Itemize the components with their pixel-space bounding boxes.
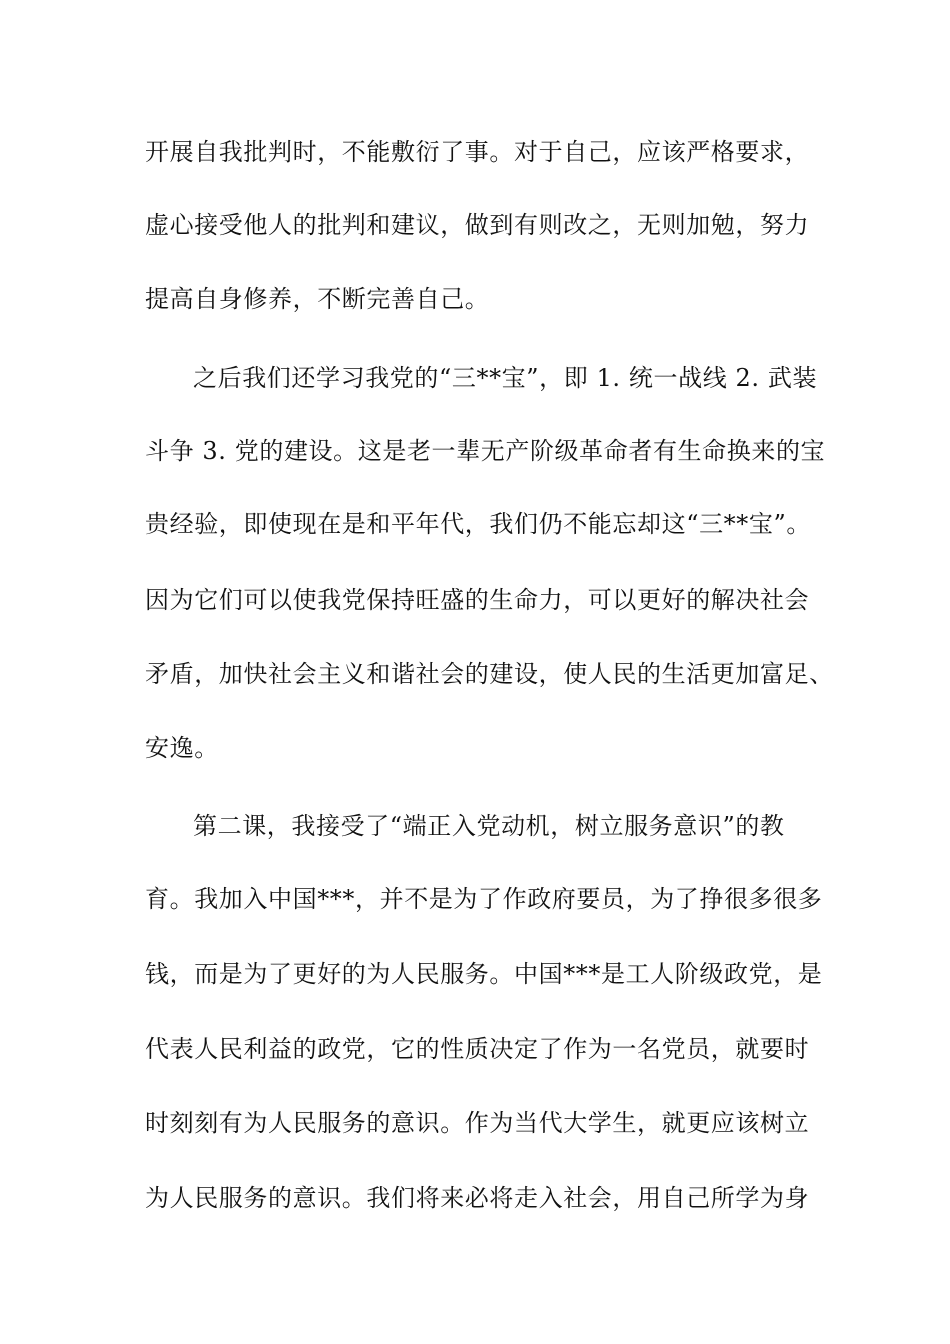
text-line: 时刻刻有为人民服务的意识。作为当代大学生，就更应该树立 [145, 1109, 810, 1137]
text-line: 开展自我批判时，不能敷衍了事。对于自己，应该严格要求， [145, 138, 810, 166]
text-line: 提高自身修养，不断完善自己。 [145, 285, 490, 313]
text-line: 斗争 3. 党的建设。这是老一辈无产阶级革命者有生命换来的宝 [145, 437, 826, 465]
text-line: 虚心接受他人的批判和建议，做到有则改之，无则加勉，努力 [145, 211, 810, 239]
text-line: 为人民服务的意识。我们将来必将走入社会，用自己所学为身 [145, 1184, 810, 1212]
text-line: 代表人民利益的政党，它的性质决定了作为一名党员，就要时 [145, 1035, 810, 1063]
paragraph-start-line: 第二课，我接受了“端正入党动机，树立服务意识”的教 [193, 812, 785, 840]
text-line: 钱，而是为了更好的为人民服务。中国***是工人阶级政党，是 [145, 960, 823, 988]
text-line: 因为它们可以使我党保持旺盛的生命力，可以更好的解决社会 [145, 586, 810, 614]
paragraph-start-line: 之后我们还学习我党的“三**宝”，即 1. 统一战线 2. 武装 [193, 364, 818, 392]
text-line: 贵经验，即使现在是和平年代，我们仍不能忘却这“三**宝”。 [145, 510, 811, 538]
text-line: 安逸。 [145, 734, 219, 762]
text-line: 矛盾，加快社会主义和谐社会的建设，使人民的生活更加富足、 [145, 660, 834, 688]
text-line: 育。我加入中国***，并不是为了作政府要员，为了挣很多很多 [145, 885, 823, 913]
